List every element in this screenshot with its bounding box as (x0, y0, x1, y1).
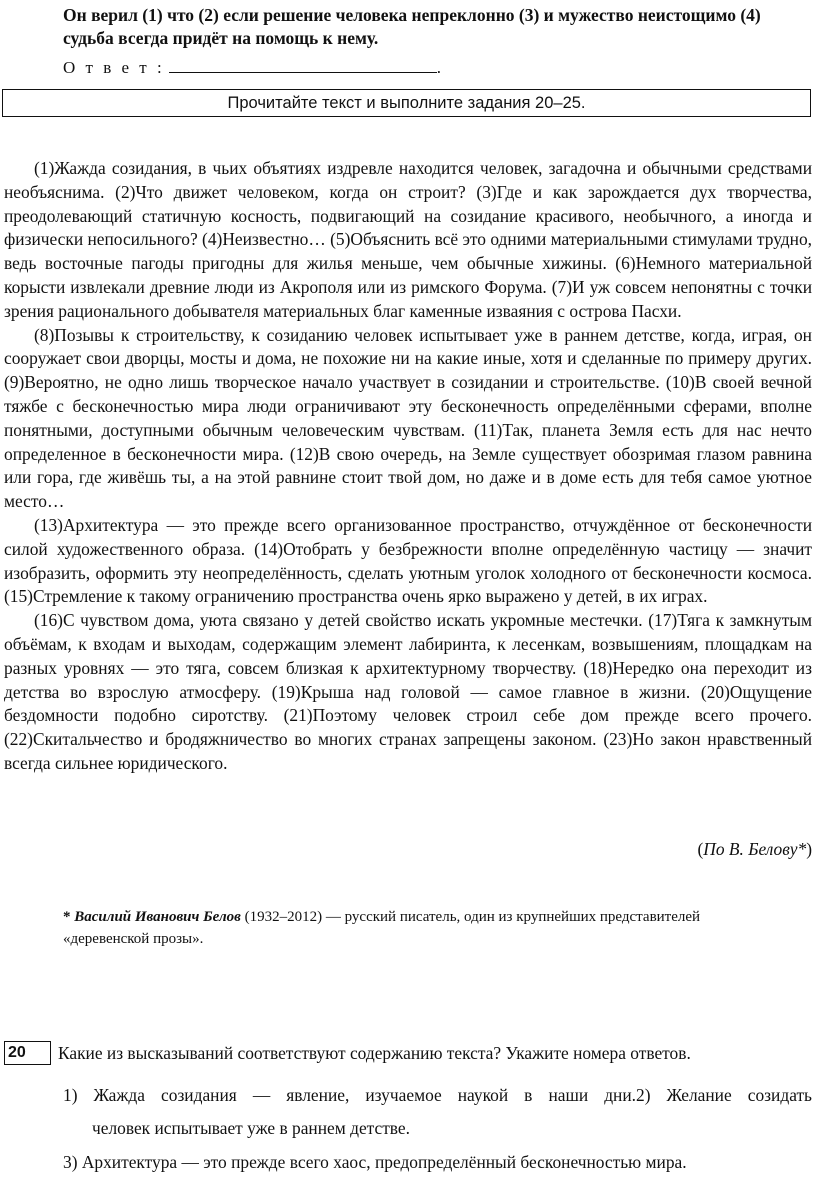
attribution-text: По В. Белову* (703, 839, 807, 859)
footnote-author-name: Василий Иванович Белов (74, 909, 241, 925)
text-paragraph-3: (13)Архитектура — это прежде всего организованное пространство, отчуждённое от бесконечности силой художественного образа. (14)Отобрать у безбрежности вполне определённую частицу — значит изобразить, оформить эту неопределённость, сделать уютным уголок холодного от бесконечности космоса. (15)Стремление к такому ограничению пространства очень ярко выражено у детей, в их играх. (4, 514, 812, 607)
answer-end: . (436, 58, 444, 77)
text-attribution: (По В. Белову*) (697, 839, 812, 859)
options-row-1 (63, 1083, 812, 1107)
answer-blank[interactable] (169, 58, 437, 73)
text-paragraph-2: (8)Позывы к строительству, к созиданию человек испытывает уже в раннем детстве, когда, играя, он сооружает свои дворцы, мосты и дома, не похожие ни на какие иные, хотя и сделанные по примеру других. (9)Вероятно, не одно лишь творческое начало участвует в созидании и строительстве. (10)В своей вечной тяжбе с бесконечностью мира люди ограничивают эту бесконечность определёнными сферами, вполне понятными, доступными обычным человеческим чувствам. (11)Так, планета Земля есть для нас нечто определенное в бесконечности мира. (12)В свою очередь, на Земле существует обозримая глазом равнина или гора, где живёшь ты, а на этой равнине стоит твой дом, но даже и в доме есть для тебя самое уютное место… (4, 324, 812, 512)
question-prompt: Какие из высказываний соответствуют содержанию текста? Укажите номера ответов. (58, 1043, 691, 1063)
text-paragraph-4: (16)С чувством дома, уюта связано у детей свойство искать укромные местечки. (17)Тяга к замкнутым объёмам, к входам и выходам, содержащим элемент лабиринта, к лесенкам, возвышениям, площадкам на разных уровнях — это тяга, совсем близкая к архитектурному творчеству. (18)Нередко она переходит из детства во взрослую атмосферу. (19)Крыша над головой — самое главное в жизни. (20)Ощущение бездомности подобно сиротству. (21)Поэтому человек строил себе дом прежде всего прочего. (22)Скитальчество и бродяжничество во многих странах запрещены законом. (23)Но закон нравственный всегда сильнее юридического. (4, 610, 812, 773)
answer-line (63, 58, 444, 78)
footnote-marker: * (63, 909, 75, 925)
previous-task-sentence: Он верил (1) что (2) если решение человека непреклонно (3) и мужество неистощимо (4) судьба всегда придёт на помощь к нему. (63, 5, 761, 48)
answer-label: О т в е т : (63, 58, 165, 77)
option-1[interactable]: 1) Жажда созидания — явление, изучаемое наукой в наши дни. (63, 1085, 637, 1105)
option-3[interactable]: 3) Архитектура — это прежде всего хаос, предопределённый бесконечностью мира. (63, 1152, 687, 1172)
option-2[interactable]: 2) Желание созидать (636, 1085, 812, 1105)
question-number-box: 20 (4, 1041, 51, 1065)
text-paragraph-1: (1)Жажда созидания, в чьих объятиях издревле находится человек, загадочна и обычными средствами необъяснима. (2)Что движет человеком, когда он строит? (3)Где и как зарождается дух творчества, преодолевающий статичную косность, подвигающий на созидание красивого, необычного, а иногда и физически непосильного? (4)Неизвестно… (5)Объяснить всё это одними материальными стимулами трудно, ведь восточные пагоды пригодны для жилья меньше, чем обычные хижины. (6)Немного материальной корысти извлекали древние люди из Акрополя или из римского Форума. (7)И уж совсем непонятны с точки зрения рационального добывателя материальных благ каменные изваяния с острова Пасхи. (4, 158, 812, 321)
footnote-text: (1932–2012) — русский писатель, один из крупнейших представителей «деревенской прозы». (63, 909, 701, 947)
reading-text (4, 157, 812, 776)
option-2-continuation[interactable]: человек испытывает уже в раннем детстве. (92, 1118, 410, 1138)
instruction-box: Прочитайте текст и выполните задания 20–25. (2, 89, 811, 117)
author-footnote (63, 906, 783, 950)
